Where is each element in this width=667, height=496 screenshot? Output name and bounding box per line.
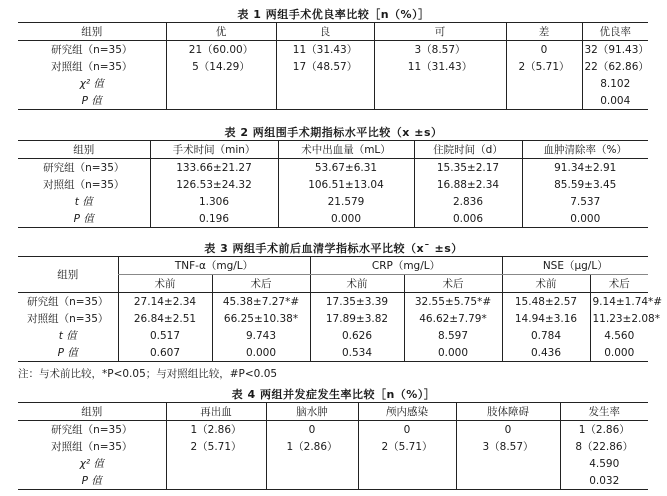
table1 (18, 22, 648, 110)
table4-header-row (18, 403, 648, 421)
table3-header: CRP（mg/L） (310, 257, 502, 275)
table-cell: 2（5.71） (166, 438, 266, 455)
table4-header: 再出血 (166, 403, 266, 421)
table-cell: 3（8.57） (374, 41, 506, 59)
table-cell: 0.534 (310, 344, 404, 362)
table-cell: 对照组（n=35） (43, 178, 125, 191)
table-cell: P 值 (18, 472, 166, 490)
table-cell: 11（31.43） (374, 58, 506, 75)
table-cell: 126.53±24.32 (150, 176, 278, 193)
table-row (18, 75, 648, 92)
table-cell: 4.560 (590, 327, 648, 344)
table-cell: 22（62.86） (582, 58, 648, 75)
table-cell: 0.517 (118, 327, 212, 344)
table-cell (358, 472, 456, 490)
table-cell: 17.89±3.82 (310, 310, 404, 327)
table4-header: 颅内感染 (358, 403, 456, 421)
table2-header: 血肿清除率（%） (522, 141, 648, 159)
table-cell: t 值 (74, 195, 93, 208)
table-row (18, 193, 648, 210)
table3-subheader: 术后 (212, 275, 310, 293)
table3-header-row (18, 257, 648, 275)
table-cell: 8.597 (404, 327, 502, 344)
table-cell (266, 455, 358, 472)
table-cell: 0.006 (414, 210, 522, 228)
table-cell: 7.537 (522, 193, 648, 210)
table-cell: 0.607 (118, 344, 212, 362)
table-cell: 对照组（n=35） (27, 312, 109, 325)
table-row (18, 159, 648, 177)
table4-header: 肢体障碍 (456, 403, 560, 421)
table-cell: 4.590 (560, 455, 648, 472)
table-row (18, 455, 648, 472)
table-cell: 27.14±2.34 (118, 293, 212, 311)
table-cell: 21（60.00） (166, 41, 276, 59)
table-cell (166, 92, 276, 110)
table-cell (506, 92, 582, 110)
table-cell: 0.032 (560, 472, 648, 490)
table1-caption: 表 1 两组手术优良率比较［n（%）］ (237, 8, 430, 21)
table-cell (456, 455, 560, 472)
table-cell: 17.35±3.39 (310, 293, 404, 311)
table2-header: 术中出血量（mL） (278, 141, 414, 159)
table-cell: 133.66±21.27 (150, 159, 278, 177)
table-cell: 32（91.43） (582, 41, 648, 59)
table-cell: 32.55±5.75*# (404, 293, 502, 311)
table-cell: 0.196 (150, 210, 278, 228)
table1-header: 优良率 (582, 23, 648, 41)
table-cell: 0.436 (502, 344, 590, 362)
table1-header: 良 (276, 23, 374, 41)
table-cell: 17（48.57） (276, 58, 374, 75)
table-row (18, 438, 648, 455)
table1-header: 优 (166, 23, 276, 41)
table3-subheader: 术前 (502, 275, 590, 293)
table-cell: 0 (358, 421, 456, 439)
table-cell: 2（5.71） (506, 58, 582, 75)
table-cell: 1（2.86） (266, 438, 358, 455)
table-row (18, 293, 648, 311)
table3 (18, 256, 663, 362)
table-cell: 3（8.57） (456, 438, 560, 455)
table-cell: 1（2.86） (166, 421, 266, 439)
table-cell: 对照组（n=35） (51, 440, 133, 453)
table-cell: 8（22.86） (560, 438, 648, 455)
table3-caption: 表 3 两组手术前后血清学指标水平比较（x¯ ±s） (204, 242, 463, 255)
table-cell: P 值 (18, 92, 166, 110)
table3-header: 组别 (18, 257, 118, 293)
table-cell: 15.48±2.57 (502, 293, 590, 311)
table4-header: 组别 (18, 403, 166, 421)
table-cell: 106.51±13.04 (278, 176, 414, 193)
table-cell: 1.306 (150, 193, 278, 210)
table-cell: 11.23±2.08* (590, 310, 648, 327)
table-cell: 45.38±7.27*# (212, 293, 310, 311)
table-cell: 研究组（n=35） (43, 161, 125, 174)
table-cell: 1（2.86） (560, 421, 648, 439)
table1-header-row (18, 23, 648, 41)
table3-header: NSE（μg/L） (502, 257, 648, 275)
table-cell (166, 455, 266, 472)
table-cell: 对照组（n=35） (51, 60, 133, 73)
table-row (18, 58, 648, 75)
table-row (18, 176, 648, 193)
table-cell (166, 472, 266, 490)
table-row (18, 472, 648, 490)
table4-header: 发生率 (560, 403, 648, 421)
table-cell: 研究组（n=35） (27, 295, 109, 308)
table3-subheader: 术前 (310, 275, 404, 293)
table-cell: 9.743 (212, 327, 310, 344)
table2-header: 组别 (18, 141, 150, 159)
table-cell: 0 (506, 41, 582, 59)
table-cell: 0.004 (582, 92, 648, 110)
table-cell: 15.35±2.17 (414, 159, 522, 177)
table-cell: 26.84±2.51 (118, 310, 212, 327)
table1-header: 差 (506, 23, 582, 41)
table-cell: 85.59±3.45 (522, 176, 648, 193)
table-cell: P 值 (18, 344, 118, 362)
table-cell (276, 92, 374, 110)
table2-header-row (18, 141, 648, 159)
table-cell: 2.836 (414, 193, 522, 210)
table-cell (374, 92, 506, 110)
table1-header: 可 (374, 23, 506, 41)
table3-subheader: 术后 (590, 275, 648, 293)
table-cell: 53.67±6.31 (278, 159, 414, 177)
table-cell: 0.626 (310, 327, 404, 344)
table-row (18, 92, 648, 110)
table-cell (506, 75, 582, 92)
table3-note: 注：与术前比较，*P<0.05；与对照组比较，#P<0.05 (18, 368, 278, 380)
table4-caption: 表 4 两组并发症发生率比较［n（%）］ (231, 388, 436, 401)
table2-caption: 表 2 两组围手术期指标水平比较（x ±s） (224, 126, 443, 139)
table-row (18, 210, 648, 228)
table-cell: 0 (456, 421, 560, 439)
table-cell: 0.000 (590, 344, 648, 362)
table-row (18, 327, 648, 344)
table-row (18, 421, 648, 439)
table-cell (358, 455, 456, 472)
table3-subheader: 术前 (118, 275, 212, 293)
table-cell (276, 75, 374, 92)
table-cell: 2（5.71） (358, 438, 456, 455)
table-cell: P 值 (18, 210, 150, 228)
table-cell: 0.784 (502, 327, 590, 344)
table2 (18, 140, 648, 228)
table-cell: 研究组（n=35） (51, 43, 133, 56)
table-cell: 0.000 (278, 210, 414, 228)
table-cell: 0.000 (212, 344, 310, 362)
table-cell: χ² 值 (79, 457, 104, 470)
table-row (18, 344, 648, 362)
table-cell: 9.14±1.74*# (590, 293, 648, 311)
table-cell (374, 75, 506, 92)
table-cell: 21.579 (278, 193, 414, 210)
table-row (18, 310, 648, 327)
table-cell: 8.102 (582, 75, 648, 92)
table-cell (266, 472, 358, 490)
table4 (18, 402, 648, 490)
table4-header: 脑水肿 (266, 403, 358, 421)
table-cell: 11（31.43） (276, 41, 374, 59)
table-cell (166, 75, 276, 92)
table-cell: t 值 (58, 329, 77, 342)
table-cell: 66.25±10.38* (212, 310, 310, 327)
table-cell: 14.94±3.16 (502, 310, 590, 327)
table-cell: 5（14.29） (166, 58, 276, 75)
table-cell: 0.000 (404, 344, 502, 362)
table-cell (456, 472, 560, 490)
table3-subheader: 术后 (404, 275, 502, 293)
table3-header: TNF-α（mg/L） (118, 257, 310, 275)
table-cell: 16.88±2.34 (414, 176, 522, 193)
table-row (18, 41, 648, 59)
table-cell: χ² 值 (79, 77, 104, 90)
table1-header: 组别 (18, 23, 166, 41)
table-cell: 0.000 (522, 210, 648, 228)
table-cell: 46.62±7.79* (404, 310, 502, 327)
table2-header: 住院时间（d） (414, 141, 522, 159)
table-cell: 91.34±2.91 (522, 159, 648, 177)
table-cell: 研究组（n=35） (51, 423, 133, 436)
table2-header: 手术时间（min） (150, 141, 278, 159)
table-cell: 0 (266, 421, 358, 439)
